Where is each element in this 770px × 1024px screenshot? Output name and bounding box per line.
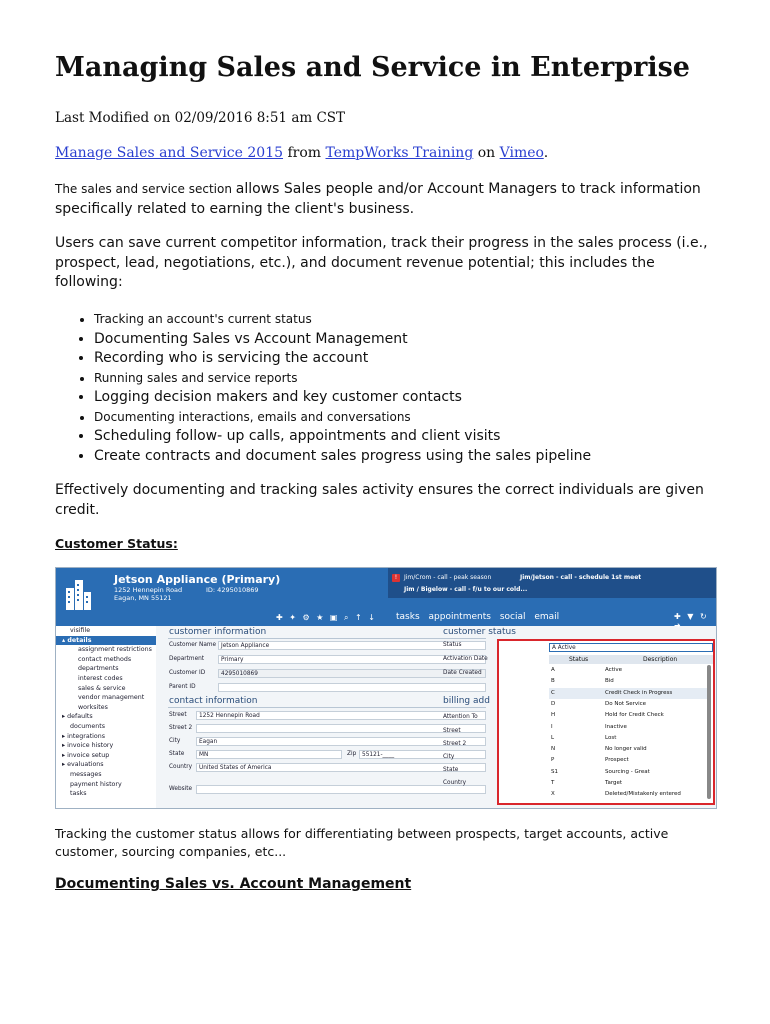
dropdown-option[interactable]	[549, 676, 707, 687]
sidebar-item[interactable]: ▸ defaults	[62, 713, 93, 721]
address-line1: 1252 Hennepin Road	[114, 586, 183, 594]
screenshot-header	[56, 568, 716, 612]
section-customer-information: customer information	[169, 627, 267, 637]
customer-status-screenshot	[55, 567, 717, 809]
state-select[interactable]: MN	[196, 750, 342, 759]
dropdown-option[interactable]	[549, 722, 707, 733]
dropdown-option[interactable]	[549, 665, 707, 676]
option-code: N	[551, 746, 556, 753]
field-label: Customer Name	[169, 642, 217, 648]
field-label: Website	[169, 786, 193, 792]
dropdown-option[interactable]	[549, 778, 707, 789]
sidebar-item-label: details	[67, 636, 92, 644]
tempworks-link[interactable]: TempWorks Training	[325, 145, 474, 161]
sidebar-item[interactable]: visifile	[70, 627, 91, 634]
period-text: .	[543, 145, 549, 161]
sidebar-item[interactable]: ▸ invoice setup	[62, 751, 110, 759]
sidebar-item[interactable]: messages	[70, 770, 102, 778]
alert-icon: !	[392, 574, 400, 582]
option-code: D	[551, 700, 556, 707]
department-field[interactable]: Primary	[218, 655, 486, 664]
screenshot-toolbar	[56, 612, 716, 630]
page-title: Managing Sales and Service in Enterprise	[55, 52, 690, 83]
feature-list	[75, 310, 591, 466]
video-link[interactable]: Manage Sales and Service 2015	[55, 145, 284, 161]
option-description: Do Not Service	[605, 700, 647, 707]
dropdown-option[interactable]	[549, 789, 707, 800]
city-field[interactable]: Eagan	[196, 737, 486, 746]
sidebar-item[interactable]: worksites	[78, 703, 108, 711]
field-label: Customer ID	[169, 670, 206, 676]
option-code: P	[551, 757, 555, 764]
sidebar-item[interactable]: documents	[70, 722, 106, 730]
field-label: Street 2	[169, 725, 193, 731]
tab-tasks[interactable]: tasks	[396, 612, 420, 622]
sidebar-item-label: defaults	[67, 713, 93, 721]
sidebar-item[interactable]: vendor management	[78, 694, 145, 702]
dropdown-option[interactable]	[549, 733, 707, 744]
divider	[168, 707, 486, 708]
option-description: No longer valid	[605, 746, 647, 753]
intro-small-text: The sales and service section	[55, 182, 236, 196]
field-label: Zip	[347, 751, 357, 757]
field-label: City	[443, 754, 455, 760]
building-icon	[64, 576, 92, 610]
intro-text: allows Sales people and/or Account Managers to track information specifically related to earning the client's business.	[55, 181, 701, 217]
notification-panel	[388, 568, 716, 598]
option-code: T	[551, 780, 555, 786]
list-item: • Running sales and service reports	[94, 369, 591, 389]
sidebar-item[interactable]: assignment restrictions	[78, 646, 152, 654]
notification-item[interactable]: Jim/Crom - call - peak season	[404, 574, 492, 581]
notification-item[interactable]: Jim/Jetson - call - schedule 1st meet	[520, 574, 642, 581]
sidebar-item-details[interactable]: ▴ details	[56, 636, 156, 646]
sidebar-item[interactable]: tasks	[70, 790, 87, 798]
effectively-paragraph: Effectively documenting and tracking sales activity ensures the correct individuals are given credit.	[55, 482, 704, 518]
sidebar-item-label: integrations	[67, 732, 106, 740]
field-label: Country	[169, 764, 193, 770]
option-code: C	[551, 689, 555, 696]
column-header-status: Status	[569, 656, 589, 663]
documenting-heading: Documenting Sales vs. Account Management	[55, 876, 412, 892]
list-item: • Documenting interactions, emails and conversations	[94, 408, 591, 428]
dropdown-option[interactable]	[549, 688, 707, 699]
dropdown-option[interactable]	[549, 755, 707, 766]
sidebar-item-label: invoice setup	[67, 751, 110, 759]
customer-status-heading: Customer Status:	[55, 536, 178, 551]
right-toolbar-icons[interactable]: ✚ ▼ ↻ ➜	[674, 612, 709, 630]
option-description: Hold for Credit Check	[605, 712, 664, 719]
status-select[interactable]: A Active	[549, 643, 713, 652]
field-label: Attention To	[443, 714, 478, 720]
list-item: • Documenting Sales vs Account Management	[94, 330, 591, 350]
status-dropdown[interactable]	[497, 639, 715, 805]
last-modified: Last Modified on 02/09/2016 8:51 am CST	[55, 110, 346, 126]
from-text: from	[283, 145, 326, 161]
field-label: Department	[169, 656, 205, 662]
dropdown-option[interactable]	[549, 744, 707, 755]
website-field[interactable]	[196, 785, 486, 794]
list-item: • Recording who is servicing the account	[94, 349, 591, 369]
field-label: Activation Date	[443, 656, 488, 662]
option-code: H	[551, 712, 556, 719]
tab-email[interactable]: email	[534, 612, 560, 622]
field-label: Parent ID	[169, 684, 196, 690]
address-line2: Eagan, MN 55121	[114, 594, 172, 602]
divider	[168, 638, 486, 639]
tab-social[interactable]: social	[499, 612, 526, 622]
country-field[interactable]: United States of America	[196, 763, 486, 772]
list-item: • Tracking an account's current status	[94, 310, 591, 330]
section-contact-information: contact information	[169, 696, 258, 706]
sidebar-item-label: evaluations	[67, 761, 104, 769]
option-description: Credit Check in Progress	[605, 689, 673, 696]
vimeo-link[interactable]: Vimeo	[499, 145, 544, 161]
sidebar-item[interactable]: contact methods	[78, 655, 132, 663]
dropdown-scrollbar[interactable]	[707, 665, 711, 799]
field-label: Country	[443, 780, 467, 786]
customer-id-field: 4295010869	[218, 669, 486, 678]
sidebar-item-label: invoice history	[67, 742, 114, 750]
option-description: Inactive	[605, 723, 627, 730]
tab-appointments[interactable]: appointments	[428, 612, 491, 622]
option-code: S1	[551, 768, 558, 775]
field-label: Street	[443, 728, 461, 734]
sidebar-item[interactable]: sales & service	[78, 684, 126, 692]
parent-id-field[interactable]	[218, 683, 486, 692]
section-customer-status: customer status	[443, 627, 516, 637]
field-label: Status	[443, 642, 462, 648]
dropdown-header	[549, 655, 713, 664]
field-label: State	[169, 751, 185, 757]
option-code: B	[551, 678, 555, 685]
sidebar-item[interactable]: ▸ invoice history	[62, 742, 114, 750]
dropdown-option[interactable]	[549, 710, 707, 721]
option-description: Prospect	[605, 757, 629, 764]
video-credit-line	[55, 145, 548, 161]
section-billing-address: billing add	[443, 696, 490, 706]
list-item: • Create contracts and document sales progress using the sales pipeline	[94, 447, 591, 467]
option-code: I	[551, 723, 553, 730]
sidebar-item[interactable]: interest codes	[78, 674, 123, 682]
option-description: Lost	[605, 734, 617, 741]
sidebar-item[interactable]: ▸ integrations	[62, 732, 106, 740]
customer-id-label: ID: 4295010869	[206, 586, 259, 594]
intro-paragraph	[55, 180, 715, 219]
users-paragraph: Users can save current competitor information, track their progress in the sales process (i.e., prospect, lead, negotiations, etc.), and document revenue potential; this includes the following:	[55, 235, 708, 290]
option-code: A	[551, 667, 555, 673]
zip-field[interactable]: 55121-____	[359, 750, 486, 759]
column-header-description: Description	[643, 656, 678, 663]
field-label: Street 2	[443, 741, 467, 747]
option-code: X	[551, 791, 555, 798]
option-description: Deleted/Mistakenly entered	[605, 791, 681, 798]
sidebar-item[interactable]: payment history	[70, 780, 122, 788]
option-description: Sourcing - Great	[605, 768, 650, 775]
on-text: on	[473, 145, 500, 161]
option-description: Active	[605, 667, 623, 673]
list-item: • Logging decision makers and key customer contacts	[94, 388, 591, 408]
company-name: Jetson Appliance (Primary)	[114, 573, 281, 586]
field-label: State	[443, 767, 459, 773]
customer-name-field[interactable]: Jetson Appliance	[218, 641, 486, 650]
field-label: Date Created	[443, 670, 482, 676]
toolbar-icons[interactable]: ✚ ✦ ⚙ ★ ▣ ⌕ ↑ ↓	[276, 613, 377, 622]
option-description: Target	[605, 780, 623, 786]
tab-bar	[396, 612, 565, 622]
notification-item[interactable]: Jim / Bigelow - call - f/u to our cold...	[404, 586, 528, 593]
screenshot-sidebar	[56, 626, 156, 808]
field-label: City	[169, 738, 181, 744]
list-item: • Scheduling follow- up calls, appointments and client visits	[94, 427, 591, 447]
screenshot-caption: Tracking the customer status allows for differentiating between prospects, target accounts, active customer, sourcing companies, etc...	[55, 826, 669, 859]
sidebar-item[interactable]: ▸ evaluations	[62, 761, 104, 769]
dropdown-option[interactable]	[549, 699, 707, 710]
sidebar-item[interactable]: departments	[78, 665, 119, 673]
option-description: Bid	[605, 678, 614, 685]
field-label: Street	[169, 712, 187, 718]
option-code: L	[551, 734, 555, 741]
street-field[interactable]: 1252 Hennepin Road	[196, 711, 486, 720]
dropdown-option[interactable]	[549, 767, 707, 778]
